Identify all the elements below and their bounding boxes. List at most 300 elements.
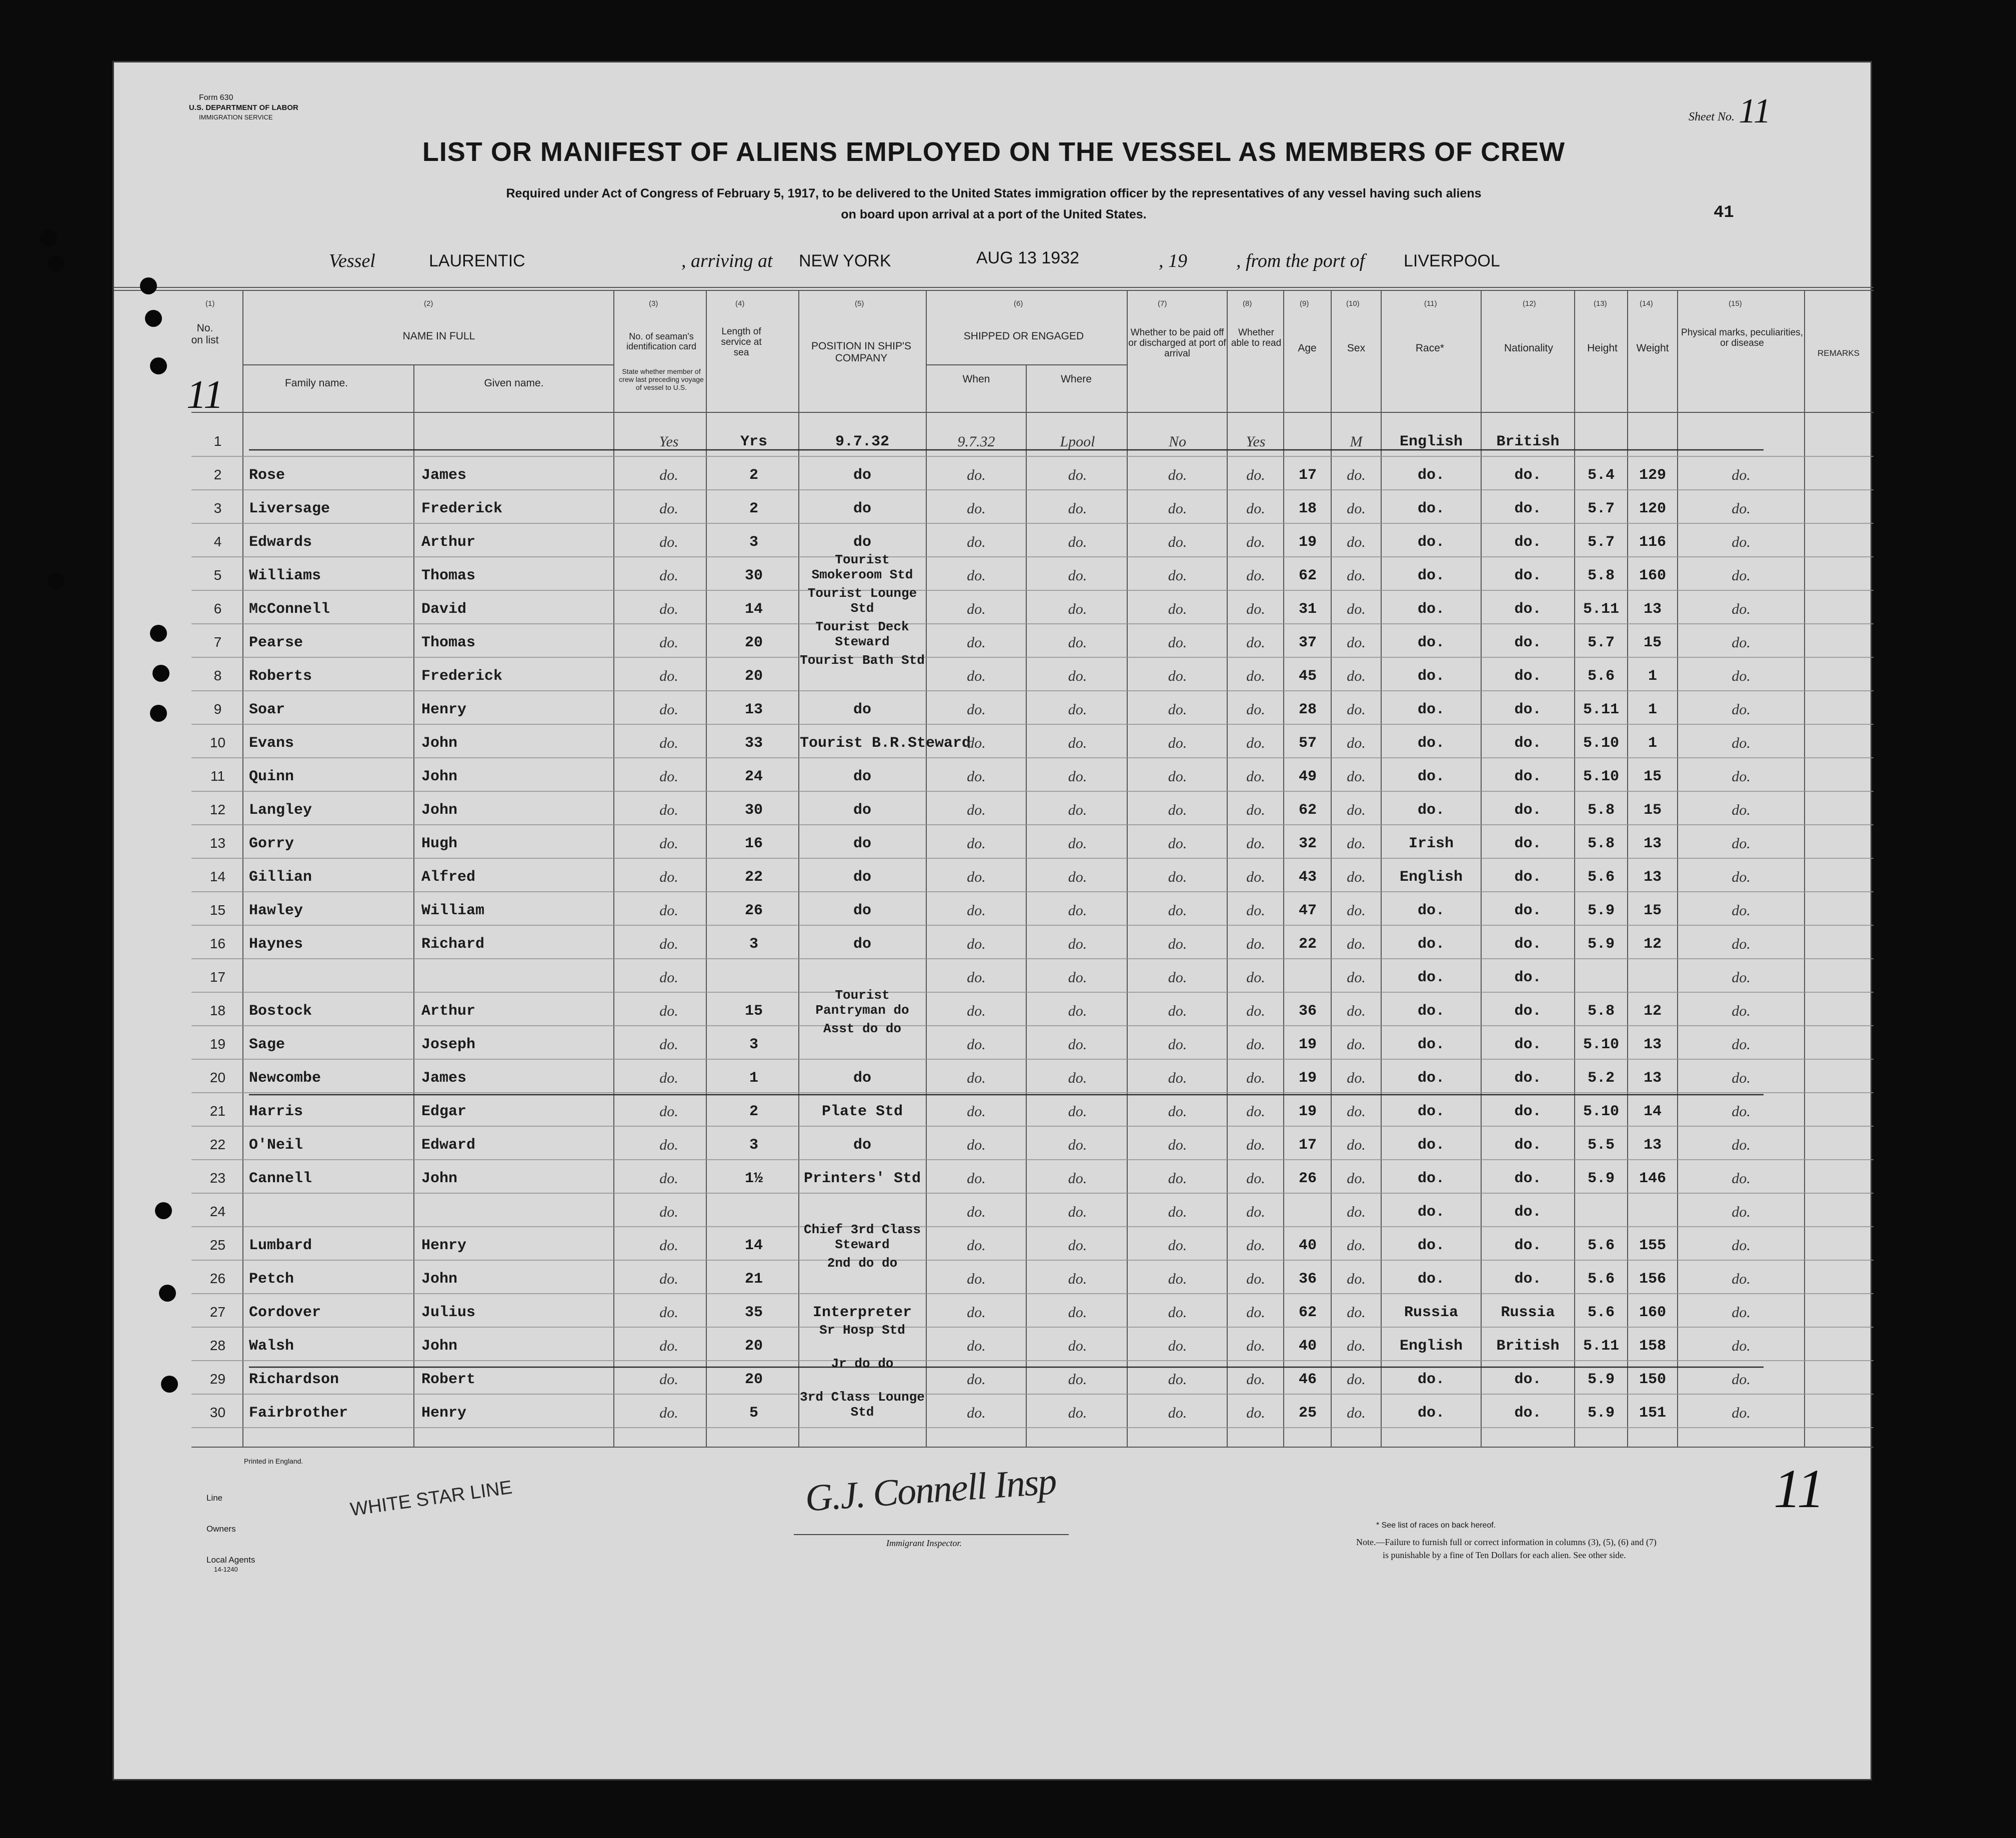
paid-off-cell: do.: [1168, 768, 1187, 785]
seaman-card-cell: do.: [659, 835, 678, 852]
height-cell: 5.9: [1587, 1371, 1615, 1388]
given-name-cell: John: [421, 1170, 458, 1187]
race-cell: do.: [1417, 467, 1445, 484]
shipped-when-cell: do.: [967, 835, 986, 852]
sex-cell: do.: [1347, 1405, 1366, 1421]
length-of-service-cell: 20: [744, 668, 763, 685]
physical-marks-cell: do.: [1732, 1170, 1751, 1187]
given-name-cell: John: [421, 735, 458, 752]
family-name-cell: Sage: [249, 1036, 285, 1053]
paid-off-cell: do.: [1168, 567, 1187, 584]
col-num-7: (7): [1158, 299, 1167, 308]
position-cell: 9.7.32: [835, 433, 890, 450]
length-of-service-cell: 13: [744, 701, 763, 718]
able-to-read-cell: do.: [1246, 1237, 1265, 1254]
nationality-cell: do.: [1514, 969, 1542, 986]
length-of-service-cell: 20: [744, 634, 763, 651]
year-label: , 19: [1159, 250, 1187, 271]
position-cell: Sr Hosp Std: [819, 1323, 905, 1338]
row-number-cell: 6: [213, 601, 222, 616]
position-cell: do: [853, 869, 871, 886]
shipped-when-cell: do.: [967, 701, 986, 718]
arriving-label: , arriving at: [681, 250, 773, 271]
position-cell: Chief 3rd Class Steward: [803, 1222, 921, 1252]
length-of-service-cell: 3: [749, 534, 758, 551]
row-number-cell: 16: [209, 936, 226, 951]
sex-cell: do.: [1347, 567, 1366, 584]
row-number-cell: 7: [213, 634, 222, 650]
weight-cell: 15: [1643, 802, 1662, 819]
age-cell: 62: [1298, 802, 1317, 819]
shipped-where-cell: do.: [1068, 768, 1087, 785]
height-cell: 5.9: [1587, 902, 1615, 919]
weight-cell: 158: [1639, 1338, 1666, 1355]
form-subtitle-1: Required under Act of Congress of February 5, 1917, to be delivered to the United States immigration officer by the representatives of any vessel having such aliens: [506, 186, 1482, 200]
nationality-cell: do.: [1514, 1405, 1542, 1422]
col-num-14: (14): [1640, 299, 1653, 308]
length-of-service-cell: 1: [749, 1070, 758, 1087]
family-name-cell: Harris: [249, 1103, 303, 1120]
physical-marks-cell: do.: [1732, 1304, 1751, 1321]
sex-cell: do.: [1347, 1170, 1366, 1187]
binder-hole: [140, 277, 157, 294]
race-cell: do.: [1417, 1405, 1445, 1422]
row-number-cell: 12: [209, 802, 226, 817]
race-cell: Irish: [1408, 835, 1454, 852]
seaman-card-cell: do.: [659, 467, 678, 483]
race-cell: do.: [1417, 1371, 1445, 1388]
height-cell: 5.6: [1587, 1304, 1615, 1321]
seaman-card-cell: do.: [659, 1237, 678, 1254]
weight-cell: 15: [1643, 902, 1662, 919]
header-name-in-full: NAME IN FULL: [402, 330, 475, 342]
able-to-read-cell: do.: [1246, 1371, 1265, 1388]
family-name-cell: Langley: [249, 802, 312, 819]
able-to-read-cell: do.: [1246, 467, 1265, 483]
given-name-cell: Henry: [421, 1237, 467, 1254]
weight-cell: 150: [1639, 1371, 1666, 1388]
page-number: 41: [1714, 203, 1734, 222]
position-cell: do: [853, 534, 871, 551]
seaman-card-cell: do.: [659, 1204, 678, 1220]
nationality-cell: do.: [1514, 1237, 1542, 1254]
age-cell: 46: [1298, 1371, 1317, 1388]
physical-marks-cell: do.: [1732, 1271, 1751, 1287]
position-cell: Printers' Std: [803, 1170, 921, 1187]
able-to-read-cell: do.: [1246, 902, 1265, 919]
header-remarks: REMARKS: [1817, 348, 1860, 358]
col-num-13: (13): [1594, 299, 1607, 308]
given-name-cell: Alfred: [421, 869, 476, 886]
able-to-read-cell: do.: [1246, 1204, 1265, 1220]
immigrant-inspector-label: Immigrant Inspector.: [886, 1538, 962, 1548]
header-position: POSITION IN SHIP'S COMPANY: [811, 340, 912, 364]
paid-off-cell: do.: [1168, 1103, 1187, 1120]
binder-hole: [152, 665, 169, 682]
height-cell: 5.10: [1583, 1103, 1619, 1120]
physical-marks-cell: do.: [1732, 969, 1751, 986]
col-num-8: (8): [1243, 299, 1252, 308]
inspector-signature: G.J. Connell Insp: [804, 1460, 1057, 1520]
given-name-cell: Frederick: [421, 500, 503, 517]
weight-cell: 155: [1639, 1237, 1666, 1254]
race-cell: do.: [1417, 701, 1445, 718]
header-age: Age: [1298, 342, 1317, 354]
weight-cell: 116: [1639, 534, 1666, 551]
seaman-card-cell: do.: [659, 768, 678, 785]
physical-marks-cell: do.: [1732, 768, 1751, 785]
race-cell: do.: [1417, 1271, 1445, 1288]
position-cell: Tourist Bath Std: [800, 653, 925, 668]
race-cell: do.: [1417, 936, 1445, 953]
sex-cell: do.: [1347, 1304, 1366, 1321]
able-to-read-cell: do.: [1246, 1405, 1265, 1421]
family-name-cell: Pearse: [249, 634, 303, 651]
paid-off-cell: do.: [1168, 534, 1187, 550]
age-cell: 57: [1298, 735, 1317, 752]
signature-underline: [114, 62, 1874, 1782]
seaman-card-cell: do.: [659, 869, 678, 885]
physical-marks-cell: do.: [1732, 735, 1751, 751]
col-num-4: (4): [735, 299, 745, 308]
length-of-service-cell: 24: [744, 768, 763, 785]
nationality-cell: do.: [1514, 601, 1542, 618]
row-number-cell: 11: [210, 768, 225, 784]
able-to-read-cell: do.: [1246, 668, 1265, 684]
weight-cell: 1: [1648, 735, 1657, 752]
nationality-cell: do.: [1514, 902, 1542, 919]
from-label: , from the port of: [1236, 250, 1365, 271]
row-number-cell: 29: [209, 1371, 226, 1387]
paid-off-cell: do.: [1168, 1338, 1187, 1354]
header-where: Where: [1061, 373, 1092, 385]
paid-off-cell: do.: [1168, 802, 1187, 818]
height-cell: 5.10: [1583, 1036, 1619, 1053]
physical-marks-cell: do.: [1732, 668, 1751, 684]
shipped-where-cell: do.: [1068, 1137, 1087, 1153]
length-of-service-cell: 33: [744, 735, 763, 752]
position-cell: do: [853, 902, 871, 919]
binder-hole: [47, 572, 64, 589]
header-when: When: [962, 373, 990, 385]
able-to-read-cell: do.: [1246, 1170, 1265, 1187]
nationality-cell: do.: [1514, 1036, 1542, 1053]
seaman-card-cell: do.: [659, 936, 678, 952]
physical-marks-cell: do.: [1732, 835, 1751, 852]
height-cell: 5.8: [1587, 802, 1615, 819]
race-cell: do.: [1417, 534, 1445, 551]
col-num-6: (6): [1014, 299, 1023, 308]
position-cell: Tourist Smokeroom Std: [811, 552, 913, 582]
header-paid-off: Whether to be paid off or discharged at port of arrival: [1128, 327, 1226, 359]
manifest-sheet: [112, 61, 1872, 1781]
row-number-cell: 2: [213, 467, 222, 482]
paid-off-cell: do.: [1168, 869, 1187, 885]
length-of-service-cell: 20: [744, 1371, 763, 1388]
nationality-cell: do.: [1514, 1070, 1542, 1087]
seaman-card-cell: do.: [659, 1103, 678, 1120]
seaman-card-cell: do.: [659, 601, 678, 617]
paid-off-cell: do.: [1168, 634, 1187, 651]
binder-hole: [47, 255, 64, 272]
header-given-name: Given name.: [484, 377, 544, 389]
family-name-cell: Liversage: [249, 500, 330, 517]
arrival-date-stamp: AUG 13 1932: [976, 248, 1080, 267]
position-cell: 3rd Class Lounge Std: [800, 1390, 925, 1420]
weight-cell: 160: [1639, 567, 1666, 584]
able-to-read-cell: do.: [1246, 534, 1265, 550]
length-of-service-cell: 1½: [744, 1170, 763, 1187]
nationality-cell: do.: [1514, 869, 1542, 886]
arrival-port: NEW YORK: [799, 251, 891, 270]
length-of-service-cell: 3: [749, 1036, 758, 1053]
age-cell: 37: [1298, 634, 1317, 651]
height-cell: 5.11: [1583, 1338, 1619, 1355]
able-to-read-cell: do.: [1246, 835, 1265, 852]
given-name-cell: Thomas: [421, 567, 476, 584]
seaman-card-cell: do.: [659, 1070, 678, 1086]
paid-off-cell: do.: [1168, 1405, 1187, 1421]
shipped-when-cell: do.: [967, 1405, 986, 1421]
shipped-where-cell: do.: [1068, 567, 1087, 584]
able-to-read-cell: do.: [1246, 601, 1265, 617]
department: U.S. DEPARTMENT OF LABOR: [189, 103, 298, 112]
sex-cell: do.: [1347, 534, 1366, 550]
seaman-card-cell: do.: [659, 1036, 678, 1053]
position-cell: Tourist Lounge Std: [807, 586, 917, 616]
age-cell: 62: [1298, 1304, 1317, 1321]
able-to-read-cell: do.: [1246, 1304, 1265, 1321]
shipped-where-cell: do.: [1068, 802, 1087, 818]
age-cell: 62: [1298, 567, 1317, 584]
weight-cell: 146: [1639, 1170, 1666, 1187]
col-num-11: (11): [1424, 299, 1437, 308]
nationality-cell: do.: [1514, 701, 1542, 718]
nationality-cell: do.: [1514, 768, 1542, 785]
shipped-when-cell: do.: [967, 1070, 986, 1086]
form-subtitle-2: on board upon arrival at a port of the United States.: [841, 207, 1147, 221]
sex-cell: do.: [1347, 768, 1366, 785]
physical-marks-cell: do.: [1732, 1003, 1751, 1019]
nationality-cell: Russia: [1501, 1304, 1555, 1321]
col-num-1: (1): [205, 299, 215, 308]
col-num-5: (5): [855, 299, 864, 308]
row-number-cell: 10: [209, 735, 226, 750]
seaman-card-cell: do.: [659, 634, 678, 651]
physical-marks-cell: do.: [1732, 1137, 1751, 1153]
seaman-card-cell: do.: [659, 969, 678, 986]
row-number-cell: 24: [209, 1204, 226, 1219]
paid-off-cell: do.: [1168, 835, 1187, 852]
able-to-read-cell: do.: [1246, 1338, 1265, 1354]
header-nationality: Nationality: [1504, 342, 1554, 354]
length-of-service-cell: 2: [749, 1103, 758, 1120]
sex-cell: do.: [1347, 1338, 1366, 1354]
vessel-name: LAURENTIC: [429, 251, 525, 270]
row-number-cell: 23: [209, 1170, 226, 1186]
nationality-cell: do.: [1514, 936, 1542, 953]
shipped-where-cell: do.: [1068, 869, 1087, 885]
physical-marks-cell: do.: [1732, 534, 1751, 550]
family-name-cell: Roberts: [249, 668, 312, 685]
height-cell: 5.2: [1587, 1070, 1615, 1087]
seaman-card-cell: do.: [659, 1137, 678, 1153]
position-cell: do: [853, 500, 871, 517]
header-weight: Weight: [1636, 342, 1669, 354]
shipped-where-cell: do.: [1068, 902, 1087, 919]
given-name-cell: Henry: [421, 701, 467, 718]
seaman-card-cell: do.: [659, 1405, 678, 1421]
paid-off-cell: do.: [1168, 1271, 1187, 1287]
length-of-service-cell: 22: [744, 869, 763, 886]
able-to-read-cell: do.: [1246, 1103, 1265, 1120]
nationality-cell: do.: [1514, 802, 1542, 819]
header-no-on-list: No. on list: [191, 322, 219, 346]
race-cell: do.: [1417, 802, 1445, 819]
seaman-card-cell: Yes: [659, 433, 679, 450]
age-cell: 45: [1298, 668, 1317, 685]
age-cell: 19: [1298, 534, 1317, 551]
physical-marks-cell: do.: [1732, 902, 1751, 919]
row-number-cell: 14: [209, 869, 226, 884]
header-family-name: Family name.: [284, 377, 348, 389]
row-number-cell: 19: [209, 1036, 226, 1052]
shipped-where-cell: do.: [1068, 701, 1087, 718]
given-name-cell: John: [421, 768, 458, 785]
shipped-when-cell: do.: [967, 1304, 986, 1321]
binder-hole: [159, 1285, 176, 1302]
shipped-when-cell: do.: [967, 534, 986, 550]
row-number-cell: 25: [209, 1237, 226, 1253]
position-cell: Tourist Pantryman do: [815, 988, 909, 1018]
physical-marks-cell: do.: [1732, 1204, 1751, 1220]
given-name-cell: Robert: [421, 1371, 476, 1388]
row-number-cell: 1: [213, 433, 222, 449]
position-cell: do: [853, 1070, 871, 1087]
age-cell: 36: [1298, 1271, 1317, 1288]
family-name-cell: Cannell: [249, 1170, 312, 1187]
weight-cell: 120: [1639, 500, 1666, 517]
nationality-cell: British: [1496, 433, 1560, 450]
sex-cell: do.: [1347, 1070, 1366, 1086]
paid-off-cell: do.: [1168, 1070, 1187, 1086]
given-name-cell: Frederick: [421, 668, 503, 685]
length-of-service-cell: 30: [744, 567, 763, 584]
weight-cell: 1: [1648, 701, 1657, 718]
shipped-where-cell: do.: [1068, 735, 1087, 751]
length-of-service-cell: 2: [749, 467, 758, 484]
family-name-cell: Rose: [249, 467, 285, 484]
physical-marks-cell: do.: [1732, 802, 1751, 818]
race-cell: do.: [1417, 1003, 1445, 1020]
length-of-service-cell: 26: [744, 902, 763, 919]
race-cell: English: [1399, 433, 1463, 450]
given-name-cell: John: [421, 1338, 458, 1355]
race-cell: do.: [1417, 1036, 1445, 1053]
family-name-cell: Haynes: [249, 936, 303, 953]
paid-off-cell: do.: [1168, 969, 1187, 986]
height-cell: 5.6: [1587, 668, 1615, 685]
binder-hole: [150, 625, 167, 642]
family-name-cell: O'Neil: [249, 1137, 303, 1154]
sex-cell: do.: [1347, 869, 1366, 885]
family-name-cell: McConnell: [249, 601, 330, 618]
physical-marks-cell: do.: [1732, 701, 1751, 718]
shipped-where-cell: do.: [1068, 835, 1087, 852]
seaman-card-cell: do.: [659, 1271, 678, 1287]
nationality-cell: do.: [1514, 1003, 1542, 1020]
seaman-card-cell: do.: [659, 1338, 678, 1354]
nationality-cell: do.: [1514, 668, 1542, 685]
sex-cell: M: [1350, 433, 1363, 450]
length-of-service-cell: 15: [744, 1003, 763, 1020]
able-to-read-cell: do.: [1246, 1137, 1265, 1153]
sex-cell: do.: [1347, 1271, 1366, 1287]
paid-off-cell: do.: [1168, 735, 1187, 751]
binder-hole: [161, 1376, 178, 1393]
shipped-where-cell: do.: [1068, 534, 1087, 550]
given-name-cell: Edward: [421, 1137, 476, 1154]
paid-off-cell: do.: [1168, 1137, 1187, 1153]
weight-cell: 13: [1643, 1070, 1662, 1087]
given-name-cell: John: [421, 802, 458, 819]
able-to-read-cell: do.: [1246, 567, 1265, 584]
age-cell: 28: [1298, 701, 1317, 718]
seaman-card-cell: do.: [659, 1371, 678, 1388]
shipped-when-cell: do.: [967, 936, 986, 952]
shipped-where-cell: do.: [1068, 1204, 1087, 1220]
able-to-read-cell: do.: [1246, 1271, 1265, 1287]
nationality-cell: do.: [1514, 1103, 1542, 1120]
paid-off-cell: do.: [1168, 902, 1187, 919]
family-name-cell: Walsh: [249, 1338, 294, 1355]
position-cell: do: [853, 936, 871, 953]
height-cell: 5.9: [1587, 1170, 1615, 1187]
weight-cell: 13: [1643, 1137, 1662, 1154]
row-number-cell: 3: [213, 500, 222, 516]
given-name-cell: James: [421, 1070, 467, 1087]
binder-hole: [150, 357, 167, 374]
col-num-2: (2): [424, 299, 433, 308]
shipped-when-cell: do.: [967, 668, 986, 684]
service: IMMIGRATION SERVICE: [199, 113, 273, 121]
header-seaman-card: No. of seaman's identification card: [626, 331, 697, 351]
shipped-where-cell: do.: [1068, 634, 1087, 651]
height-cell: 5.5: [1587, 1137, 1615, 1154]
race-cell: do.: [1417, 768, 1445, 785]
row-number-cell: 9: [213, 701, 222, 717]
header-race: Race*: [1415, 342, 1445, 354]
able-to-read-cell: do.: [1246, 701, 1265, 718]
able-to-read-cell: do.: [1246, 1070, 1265, 1086]
col-num-3: (3): [649, 299, 658, 308]
seaman-card-cell: do.: [659, 1170, 678, 1187]
nationality-cell: do.: [1514, 567, 1542, 584]
age-cell: 47: [1298, 902, 1317, 919]
age-cell: 17: [1298, 467, 1317, 484]
able-to-read-cell: do.: [1246, 634, 1265, 651]
given-name-cell: David: [421, 601, 467, 618]
sex-cell: do.: [1347, 802, 1366, 818]
shipped-when-cell: do.: [967, 869, 986, 885]
shipped-where-cell: do.: [1068, 1103, 1087, 1120]
length-of-service-cell: 35: [744, 1304, 763, 1321]
shipped-when-cell: do.: [967, 802, 986, 818]
race-cell: Russia: [1404, 1304, 1459, 1321]
shipped-where-cell: do.: [1068, 1405, 1087, 1421]
able-to-read-cell: do.: [1246, 768, 1265, 785]
physical-marks-cell: do.: [1732, 500, 1751, 517]
